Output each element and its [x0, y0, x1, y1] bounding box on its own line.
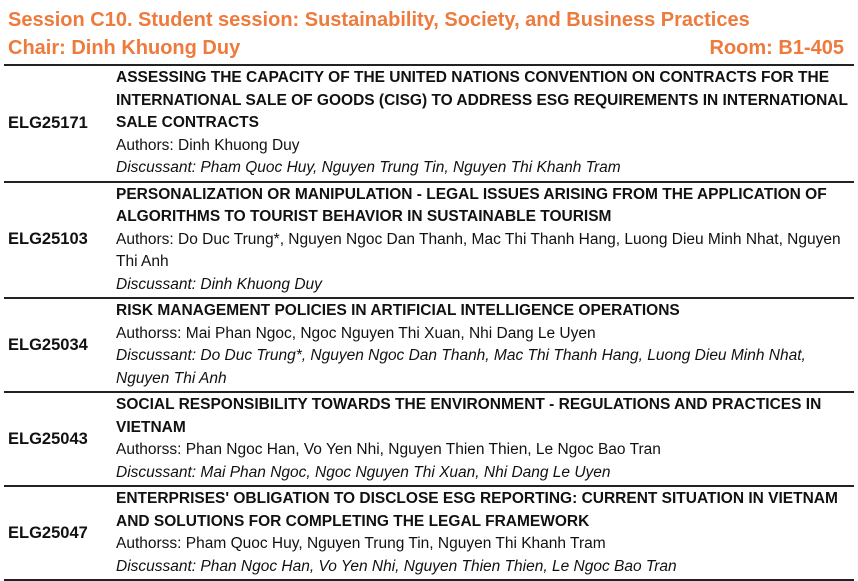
paper-title: ENTERPRISES' OBLIGATION TO DISCLOSE ESG REPORTING: CURRENT SITUATION IN VIETNAM AND SOLUTIONS FOR COMPLETING THE LEGAL FRAMEWORK: [116, 490, 838, 530]
paper-code: ELG25103: [8, 230, 88, 249]
paper-discussant: Discussant: Pham Quoc Huy, Nguyen Trung Tin, Nguyen Thi Khanh Tram: [116, 159, 621, 176]
paper-authors: Authors: Dinh Khuong Duy: [116, 136, 300, 154]
paper-title: ASSESSING THE CAPACITY OF THE UNITED NATIONS CONVENTION ON CONTRACTS FOR THE INTERNATIONAL SALE OF GOODS (CISG) TO ADDRESS ESG REQUIREMENTS IN INTERNATIONAL SALE CONTRACTS: [116, 69, 848, 131]
paper-code: ELG25171: [8, 113, 88, 132]
paper-authors: Authors: Do Duc Trung*, Nguyen Ngoc Dan Thanh, Mac Thi Thanh Hang, Luong Dieu Minh Nhat, Nguyen Thi Anh: [116, 230, 841, 270]
paper-code: ELG25034: [8, 335, 88, 354]
paper-details: [116, 300, 854, 390]
paper-details: [116, 488, 854, 578]
paper-title: SOCIAL RESPONSIBILITY TOWARDS THE ENVIRONMENT - REGULATIONS AND PRACTICES IN VIETNAM: [116, 396, 822, 436]
paper-code: ELG25047: [8, 523, 88, 542]
paper-row: [4, 66, 854, 183]
paper-row: [4, 393, 854, 487]
paper-discussant: Discussant: Phan Ngoc Han, Vo Yen Nhi, Nguyen Thien Thien, Le Ngoc Bao Tran: [116, 557, 677, 575]
paper-discussant: Discussant: Mai Phan Ngoc, Ngoc Nguyen Thi Xuan, Nhi Dang Le Uyen: [116, 463, 611, 481]
paper-authors: Authorss: Mai Phan Ngoc, Ngoc Nguyen Thi Xuan, Nhi Dang Le Uyen: [116, 324, 596, 342]
paper-authors: Authorss: Phan Ngoc Han, Vo Yen Nhi, Nguyen Thien Thien, Le Ngoc Bao Tran: [116, 441, 661, 458]
session-room: Room: B1-405: [709, 37, 844, 59]
paper-title: PERSONALIZATION OR MANIPULATION - LEGAL ISSUES ARISING FROM THE APPLICATION OF ALGORITHMS TO TOURIST BEHAVIOR IN SUSTAINABLE TOURISM: [116, 185, 827, 225]
paper-row: [4, 487, 854, 581]
session-chair: Chair: Dinh Khuong Duy: [8, 37, 241, 59]
paper-title: RISK MANAGEMENT POLICIES IN ARTIFICIAL INTELLIGENCE OPERATIONS: [116, 302, 680, 319]
session-header: [4, 6, 854, 62]
paper-details: [116, 184, 854, 297]
paper-code: ELG25043: [8, 429, 88, 448]
paper-discussant: Discussant: Dinh Khuong Duy: [116, 275, 322, 293]
paper-row: [4, 299, 854, 393]
session-title: Session C10. Student session: Sustainability, Society, and Business Practices: [8, 9, 750, 31]
paper-discussant: Discussant: Do Duc Trung*, Nguyen Ngoc Dan Thanh, Mac Thi Thanh Hang, Luong Dieu Minh Nhat, Nguyen Thi Anh: [116, 347, 806, 387]
paper-table: [4, 64, 854, 581]
paper-authors: Authorss: Pham Quoc Huy, Nguyen Trung Tin, Nguyen Thi Khanh Tram: [116, 535, 606, 552]
paper-details: [116, 394, 854, 484]
session-meta-row: [8, 34, 844, 62]
paper-row: [4, 183, 854, 300]
paper-details: [116, 67, 854, 180]
